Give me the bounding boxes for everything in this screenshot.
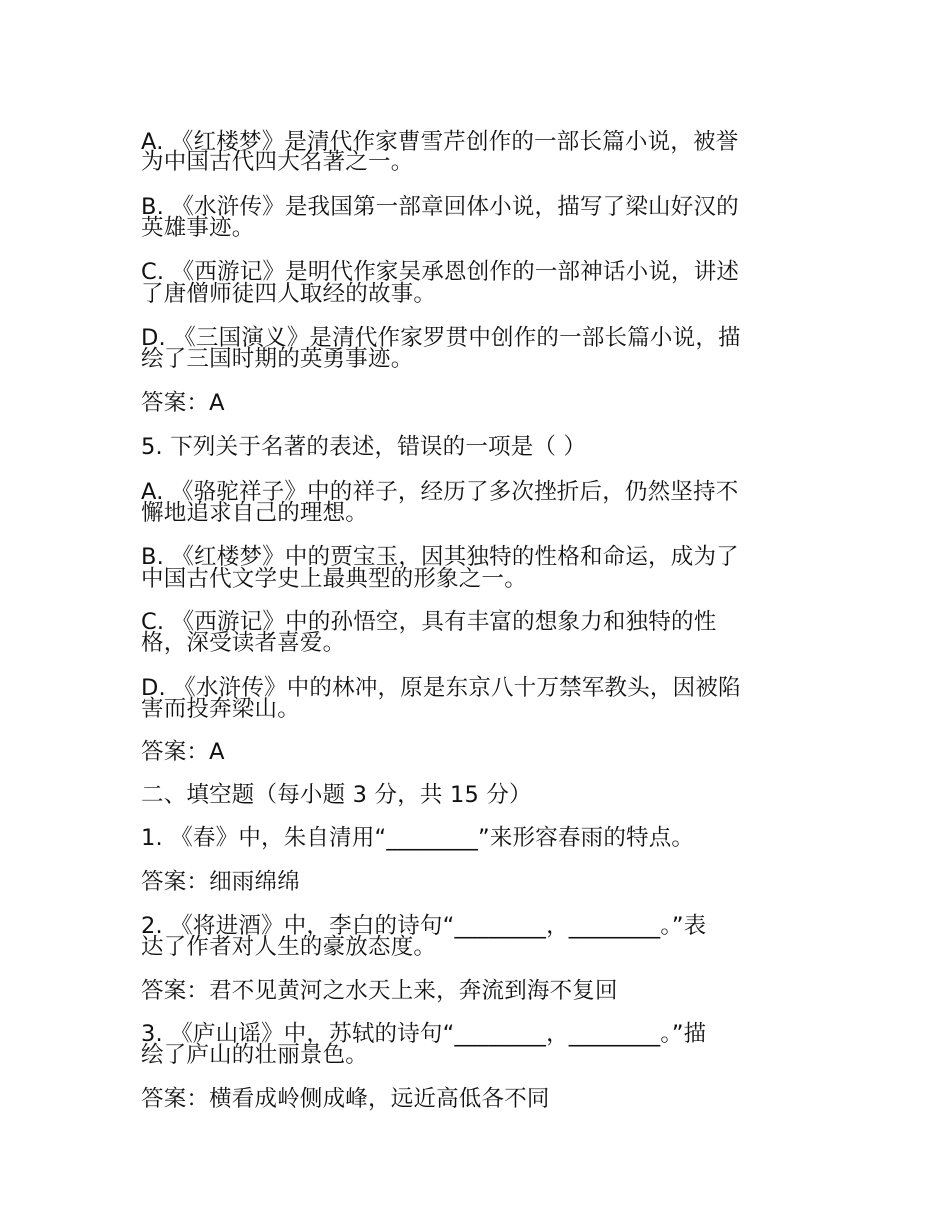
q5-option-a-line-2: 懈地追求自己的理想。 bbox=[141, 500, 369, 526]
option-d-line-1: D. 《三国演义》是清代作家罗贯中创作的一部长篇小说，描 bbox=[141, 325, 741, 351]
q5-option-b-line-1: B. 《红楼梦》中的贾宝玉，因其独特的性格和命运，成为了 bbox=[141, 544, 739, 570]
fill-answer-2: 答案：君不见黄河之水天上来，奔流到海不复回 bbox=[141, 978, 618, 1004]
option-c-line-2: 了唐僧师徒四人取经的故事。 bbox=[141, 281, 437, 307]
fill-answer-3: 答案：横看成岭侧成峰，远近高低各不同 bbox=[141, 1086, 550, 1112]
q5-option-d-line-1: D. 《水浒传》中的林冲，原是东京八十万禁军教头，因被陷 bbox=[141, 675, 741, 701]
option-b-line-2: 英雄事迹。 bbox=[141, 215, 255, 241]
fill-question-3-line-1: 3. 《庐山谣》中，苏轼的诗句“________，________。”描 bbox=[141, 1021, 707, 1047]
option-c-line-1: C. 《西游记》是明代作家吴承恩创作的一部神话小说，讲述 bbox=[141, 259, 740, 285]
q5-option-d-line-2: 害而投奔梁山。 bbox=[141, 696, 300, 722]
option-a-line-1: A. 《红楼梦》是清代作家曹雪芹创作的一部长篇小说，被誉 bbox=[141, 129, 739, 155]
q5-option-b-line-2: 中国古代文学史上最典型的形象之一。 bbox=[141, 566, 527, 592]
option-a-line-2: 为中国古代四大名著之一。 bbox=[141, 149, 414, 175]
q5-option-a-line-1: A. 《骆驼祥子》中的祥子，经历了多次挫折后，仍然坚持不 bbox=[141, 479, 739, 505]
fill-question-2-line-2: 达了作者对人生的豪放态度。 bbox=[141, 934, 437, 960]
q5-option-c-line-2: 格，深受读者喜爱。 bbox=[141, 630, 346, 656]
option-d-line-2: 绘了三国时期的英勇事迹。 bbox=[141, 346, 414, 372]
question-5: 5. 下列关于名著的表述，错误的一项是（ ） bbox=[141, 434, 587, 460]
fill-answer-1: 答案：细雨绵绵 bbox=[141, 869, 300, 895]
option-b-line-1: B. 《水浒传》是我国第一部章回体小说，描写了梁山好汉的 bbox=[141, 194, 739, 220]
section-heading: 二、填空题（每小题 3 分，共 15 分） bbox=[141, 782, 532, 808]
q5-option-c-line-1: C. 《西游记》中的孙悟空，具有丰富的想象力和独特的性 bbox=[141, 609, 717, 635]
fill-question-2-line-1: 2. 《将进酒》中，李白的诗句“________，________。”表 bbox=[141, 913, 707, 939]
fill-question-1: 1. 《春》中，朱自清用“________”来形容春雨的特点。 bbox=[141, 825, 695, 851]
answer-line: 答案：A bbox=[141, 390, 225, 416]
q5-answer-line: 答案：A bbox=[141, 739, 225, 765]
fill-question-3-line-2: 绘了庐山的壮丽景色。 bbox=[141, 1042, 369, 1068]
